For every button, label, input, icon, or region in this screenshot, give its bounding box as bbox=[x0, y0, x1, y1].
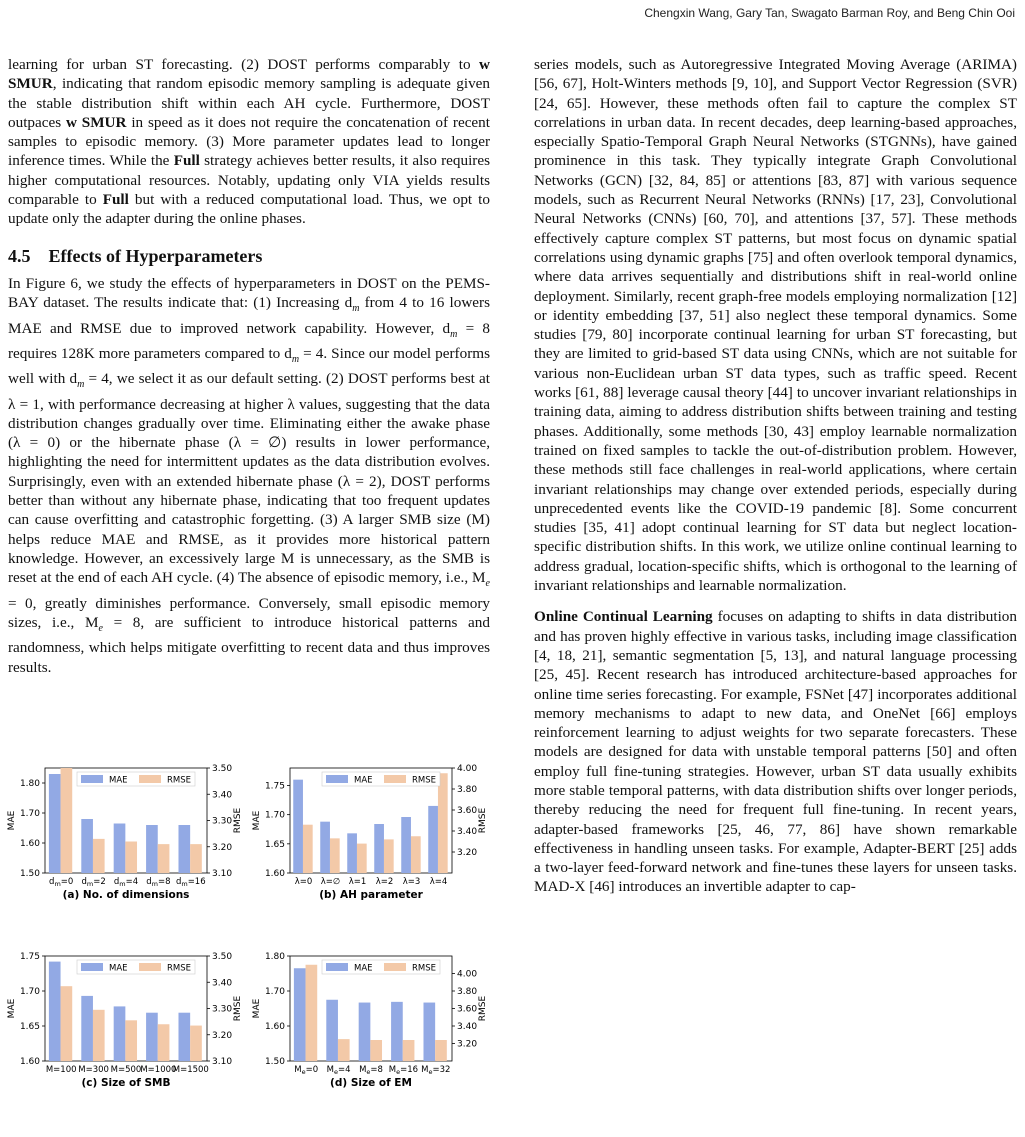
bar-mae bbox=[428, 806, 438, 873]
bar-rmse bbox=[158, 1024, 170, 1061]
y2-tick-label: 3.40 bbox=[457, 827, 478, 837]
x-tick-label: $d_m=2$ bbox=[81, 877, 106, 888]
y2-tick-label: 3.60 bbox=[457, 806, 478, 816]
y-tick-label: 1.75 bbox=[264, 781, 285, 792]
legend-label-mae: MAE bbox=[354, 775, 373, 786]
text-run: m bbox=[291, 353, 300, 365]
y2-tick-label: 3.20 bbox=[457, 1039, 478, 1050]
text-run: e bbox=[98, 622, 103, 634]
y2-tick-label: 3.10 bbox=[212, 1057, 233, 1067]
paragraph-results-discussion bbox=[8, 55, 490, 229]
bar-mae bbox=[374, 824, 384, 873]
x-tick-label: $d_m=4$ bbox=[113, 877, 139, 888]
y-axis-label: MAE bbox=[252, 998, 262, 1019]
y2-tick-label: 3.50 bbox=[212, 764, 233, 774]
running-header: Chengxin Wang, Gary Tan, Swagato Barman Roy, and Beng Chin Ooi bbox=[644, 6, 1015, 20]
y2-tick-label: 4.00 bbox=[457, 969, 478, 980]
bar-mae bbox=[391, 1002, 403, 1061]
bar-rmse bbox=[438, 773, 448, 873]
x-tick-label: M=1000 bbox=[140, 1065, 177, 1075]
text-run: = 8, are sufficient to introduce historical patterns and randomness, which helps mitigate overfitting to recent data and thus improves results. bbox=[8, 613, 490, 676]
paragraph-related-work: series models, such as Autoregressive Integrated Moving Average (ARIMA) [56, 67], Holt-Winters methods [9, 10], and Support Vector Regression (SVR) [24, 65]. However, these methods often fail to capture the complex ST correlations in urban data. In recent decades, deep learning-based approaches, especially Spatio-Temporal Graph Neural Networks (STGNNs), have gained prominence in this task. They typically integrate Graph Convolutional Networks (GCN) [32, 84, 85] or attentions [83, 87] with various sequence models, such as Recurrent Neural Networks (RNNs) [17, 23], Convolutional Neural Networks (CNNs) [60, 70], and attentions [37, 57]. These methods effectively capture complex ST patterns, but most focus on dynamic spatial correlations using dynamic graphs [75] and often overlook temporal dynamics, where data arrives sequentially and distributions shift in real-world online deployment. Similarly, recent graph-free models employing normalization [12] or identity embedding [37, 51] also neglect these temporal dynamics. Some studies [79, 80] incorporate continual learning for urban ST forecasting, but they are limited to grid-based ST data using CNNs, which are not suitable for various non-Euclidean urban ST data types, such as traffic speed. Recent works [61, 88] leverage causal theory [44] to uncover invariant relationships in training data, aiming to address distribution shifts between training and testing phases. Additionally, some methods [30, 43] employ learnable normalization trained on fixed samples to tackle the out-of-distribution problem. However, these methods still face challenges in real-world applications, where certain invariant relationships may change over extended periods, especially during unprecedented events like the COVID-19 pandemic [8]. Some concurrent studies [35, 41] adopt continual learning for ST data but neglect location-specific distribution shifts. In this work, we utilize online continual learning to address gradual, location-specific shifts, which is orthogonal to the learning of invariant relationships and learnable normalization. bbox=[534, 56, 1017, 595]
x-tick-label: $d_m=0$ bbox=[49, 877, 74, 888]
y-tick-label: 1.60 bbox=[19, 1057, 40, 1067]
x-tick-label: M=1500 bbox=[172, 1065, 209, 1075]
y2-axis-label: RMSE bbox=[233, 807, 243, 834]
x-tick-label: $M_e=0$ bbox=[294, 1065, 319, 1076]
legend-swatch-rmse bbox=[384, 963, 406, 971]
legend-label-rmse: RMSE bbox=[167, 963, 192, 974]
x-tick-label: λ=1 bbox=[348, 877, 367, 887]
bar-rmse bbox=[93, 1010, 105, 1061]
x-tick-label: M=500 bbox=[110, 1065, 142, 1075]
bar-rmse bbox=[190, 1026, 202, 1061]
figure-6 bbox=[0, 758, 500, 1132]
bar-rmse bbox=[61, 768, 73, 873]
y-tick-label: 1.65 bbox=[19, 1022, 40, 1032]
bar-rmse bbox=[338, 1039, 350, 1061]
bar-mae bbox=[347, 833, 357, 873]
x-tick-label: M=300 bbox=[78, 1065, 109, 1075]
bar-mae bbox=[401, 817, 411, 873]
y2-tick-label: 3.80 bbox=[457, 785, 478, 795]
bar-mae bbox=[320, 822, 330, 873]
bar-mae bbox=[293, 780, 303, 873]
x-tick-label: $M_e=16$ bbox=[388, 1065, 419, 1076]
bar-rmse bbox=[435, 1040, 447, 1061]
bar-rmse bbox=[370, 1040, 382, 1061]
y-tick-label: 1.70 bbox=[19, 809, 40, 819]
text-run: in speed as it does not require the concatenation of recent samples to episodic memory. (3) More parameter updates lead to longer inference times. While the bbox=[8, 113, 490, 170]
y2-axis-label: RMSE bbox=[233, 995, 243, 1022]
bar-rmse bbox=[190, 844, 202, 873]
bar-mae bbox=[81, 819, 93, 873]
bar-mae bbox=[146, 1013, 158, 1061]
y2-tick-label: 3.80 bbox=[457, 987, 478, 997]
bar-rmse bbox=[303, 825, 313, 873]
y2-axis-label: RMSE bbox=[478, 807, 488, 834]
bar-rmse bbox=[384, 839, 394, 873]
legend-label-mae: MAE bbox=[109, 775, 128, 786]
text-run: = 4, we select it as our default setting. (2) DOST performs best at λ = 1, with performance decreasing at higher λ values, suggesting that the data distribution changes gradually over time. Eliminating either the awake phase (λ = 0) or the hibernate phase (λ = ∅) results in lower performance, highlighting the need for intermittent updates as the data distribution evolves. Surprisingly, even with an extended hibernate phase (λ = 2), DOST performs better than without any hibernate phase, indicating that too frequent updates can cause overfitting and catastrophic forgetting. (3) A larger SMB size (M) helps reduce MAE and RMSE, as it provides more historical pattern knowledge. However, an excessively large M is unnecessary, as the SMB is reset at the end of each AH cycle. (4) The absence of episodic memory, i.e., M bbox=[8, 370, 490, 587]
bar-mae bbox=[81, 996, 93, 1061]
x-tick-label: λ=2 bbox=[375, 877, 394, 887]
legend-label-rmse: RMSE bbox=[412, 963, 437, 974]
bar-mae bbox=[178, 825, 190, 873]
bar-mae bbox=[114, 824, 126, 874]
x-tick-label: λ=0 bbox=[294, 877, 313, 887]
y2-tick-label: 3.50 bbox=[212, 952, 233, 962]
y2-axis-label: RMSE bbox=[478, 995, 488, 1022]
x-tick-label: λ=4 bbox=[429, 877, 448, 887]
bar-rmse bbox=[306, 965, 318, 1061]
y-tick-label: 1.70 bbox=[264, 810, 285, 821]
y-tick-label: 1.75 bbox=[19, 952, 40, 962]
y-axis-label: MAE bbox=[7, 810, 17, 831]
chart-title: (a) No. of dimensions bbox=[62, 889, 190, 901]
legend-swatch-rmse bbox=[139, 963, 161, 971]
legend-swatch-rmse bbox=[384, 775, 406, 783]
paragraph-online-continual-learning bbox=[534, 607, 1017, 896]
bar-rmse bbox=[403, 1040, 415, 1061]
text-run: but with a reduced computational load. Thus, we opt to update only the adapter during the online phases. bbox=[8, 191, 490, 228]
text-run: e bbox=[485, 578, 490, 590]
legend-swatch-mae bbox=[81, 775, 103, 783]
bar-rmse bbox=[411, 836, 421, 873]
legend-swatch-rmse bbox=[139, 775, 161, 783]
x-tick-label: M=100 bbox=[45, 1065, 77, 1075]
bar-rmse bbox=[125, 842, 137, 874]
x-tick-label: $d_m=16$ bbox=[175, 877, 206, 888]
bar-mae bbox=[359, 1003, 371, 1061]
section-title: Effects of Hyperparameters bbox=[48, 245, 263, 266]
left-column bbox=[8, 55, 490, 677]
paragraph-lead: Online Continual Learning bbox=[534, 608, 713, 626]
y-tick-label: 1.60 bbox=[19, 839, 40, 849]
x-tick-label: $M_e=4$ bbox=[326, 1065, 351, 1076]
y-tick-label: 1.70 bbox=[19, 987, 40, 997]
legend-swatch-mae bbox=[326, 963, 348, 971]
bar-mae bbox=[114, 1006, 126, 1061]
bar-rmse bbox=[93, 839, 105, 873]
bar-mae bbox=[49, 962, 61, 1061]
bar-mae bbox=[49, 774, 61, 873]
text-run: = 0, greatly diminishes performance. Conversely, small episodic memory sizes, i.e., M bbox=[8, 594, 490, 631]
y2-tick-label: 3.40 bbox=[457, 1022, 478, 1032]
x-tick-label: λ=∅ bbox=[320, 877, 341, 887]
text-run: Full bbox=[173, 152, 200, 170]
text-run: , indicating that random episodic memory sampling is adequate given the stable distribution shift within each AH cycle. Furthermore, DOST outpaces bbox=[8, 75, 490, 131]
text-run: m bbox=[450, 328, 458, 340]
y2-tick-label: 3.40 bbox=[212, 978, 233, 989]
y2-tick-label: 3.20 bbox=[212, 842, 233, 853]
y-axis-label: MAE bbox=[252, 810, 262, 831]
y-axis-label: MAE bbox=[7, 998, 17, 1019]
y2-tick-label: 4.00 bbox=[457, 764, 478, 774]
legend-swatch-mae bbox=[81, 963, 103, 971]
chart-title: (c) Size of SMB bbox=[81, 1077, 171, 1089]
y2-tick-label: 3.40 bbox=[212, 790, 233, 801]
bar-rmse bbox=[158, 844, 170, 873]
chart-title: (d) Size of EM bbox=[330, 1077, 412, 1089]
y-tick-label: 1.60 bbox=[264, 1022, 285, 1032]
x-tick-label: $M_e=32$ bbox=[421, 1065, 451, 1076]
right-column bbox=[534, 55, 1017, 897]
text-run: = 4. Since our model performs well with d bbox=[8, 344, 490, 388]
y2-tick-label: 3.60 bbox=[457, 1004, 478, 1015]
bar-mae bbox=[294, 968, 306, 1061]
hyperparameter-charts bbox=[0, 758, 500, 1132]
y-tick-label: 1.80 bbox=[19, 779, 40, 789]
y-tick-label: 1.80 bbox=[264, 952, 285, 962]
bar-rmse bbox=[125, 1020, 137, 1061]
legend-swatch-mae bbox=[326, 775, 348, 783]
text-run: m bbox=[77, 379, 85, 391]
legend-label-mae: MAE bbox=[109, 963, 128, 974]
x-tick-label: $M_e=8$ bbox=[359, 1065, 383, 1076]
chart-title: (b) AH parameter bbox=[319, 889, 423, 901]
section-number: 4.5 bbox=[8, 245, 31, 266]
bar-mae bbox=[326, 1000, 338, 1061]
chart-panel bbox=[7, 952, 243, 1089]
paragraph-hyperparameters bbox=[8, 274, 490, 677]
text-run: In Figure 6, we study the effects of hyperparameters in DOST on the PEMS-BAY dataset. The results indicate that: (1) Increasing d bbox=[8, 274, 490, 312]
text-run: from 4 to 16 lowers MAE and RMSE due to improved network capability. However, d bbox=[8, 294, 490, 337]
x-tick-label: $d_m=8$ bbox=[146, 877, 171, 888]
legend-label-rmse: RMSE bbox=[412, 775, 437, 786]
y2-tick-label: 3.10 bbox=[212, 869, 233, 879]
paragraph-body: focuses on adapting to shifts in data distribution and has proven highly effective in various tasks, including image classification [4, 18, 21], semantic segmentation [5, 13], and natural language processing [25, 45]. Recent research has introduced architecture-based approaches for online time series forecasting. For example, FSNet [47] incorporates additional memory mechanisms to adapt to new data, and OneNet [66] employs reinforcement learning to adjust weights for two separate forecasters. These models are designed for data with unstable temporal patterns [50] and often employ full fine-tuning strategies. However, urban ST data usually exhibits more stable temporal patterns, with data distribution shifts over longer periods, thereby reducing the need for frequent full fine-tuning. In recent years, adapter-based frameworks [25, 46, 77, 86] have shown remarkable effectiveness in handling unseen tasks. For example, Adapter-BERT [25] adds a two-layer feed-forward network and fine-tunes these layers for unseen tasks. MAD-X [46] introduces an invertible adapter to cap- bbox=[534, 608, 1017, 896]
y-tick-label: 1.50 bbox=[19, 869, 40, 879]
bar-rmse bbox=[330, 838, 340, 873]
y-tick-label: 1.65 bbox=[264, 839, 285, 850]
chart-panel bbox=[7, 764, 243, 901]
text-run: m bbox=[352, 303, 360, 315]
y2-tick-label: 3.20 bbox=[212, 1030, 233, 1041]
y-tick-label: 1.60 bbox=[264, 869, 285, 879]
bar-mae bbox=[423, 1003, 435, 1061]
text-run: w SMUR bbox=[8, 56, 490, 93]
x-tick-label: λ=3 bbox=[402, 877, 421, 887]
section-heading bbox=[8, 247, 490, 266]
text-run: Full bbox=[102, 191, 129, 209]
bar-rmse bbox=[61, 986, 73, 1061]
text-run: = 8 requires 128K more parameters compared to d bbox=[8, 319, 490, 362]
text-run: w SMUR bbox=[65, 113, 127, 131]
y2-tick-label: 3.20 bbox=[457, 848, 478, 858]
bar-mae bbox=[178, 1013, 190, 1061]
bar-rmse bbox=[357, 844, 367, 873]
legend-label-rmse: RMSE bbox=[167, 775, 192, 786]
y2-tick-label: 3.30 bbox=[212, 1004, 233, 1015]
y2-tick-label: 3.30 bbox=[212, 816, 233, 827]
text-run: learning for urban ST forecasting. (2) DOST performs comparably to bbox=[8, 56, 480, 73]
legend-label-mae: MAE bbox=[354, 963, 373, 974]
bar-mae bbox=[146, 825, 158, 873]
y-tick-label: 1.50 bbox=[264, 1057, 285, 1067]
chart-panel bbox=[252, 952, 488, 1089]
text-run: strategy achieves better results, it also requires higher computational resources. Notably, updating only VIA yields results comparable to bbox=[8, 152, 490, 209]
chart-panel bbox=[252, 764, 488, 901]
y-tick-label: 1.70 bbox=[264, 987, 285, 997]
